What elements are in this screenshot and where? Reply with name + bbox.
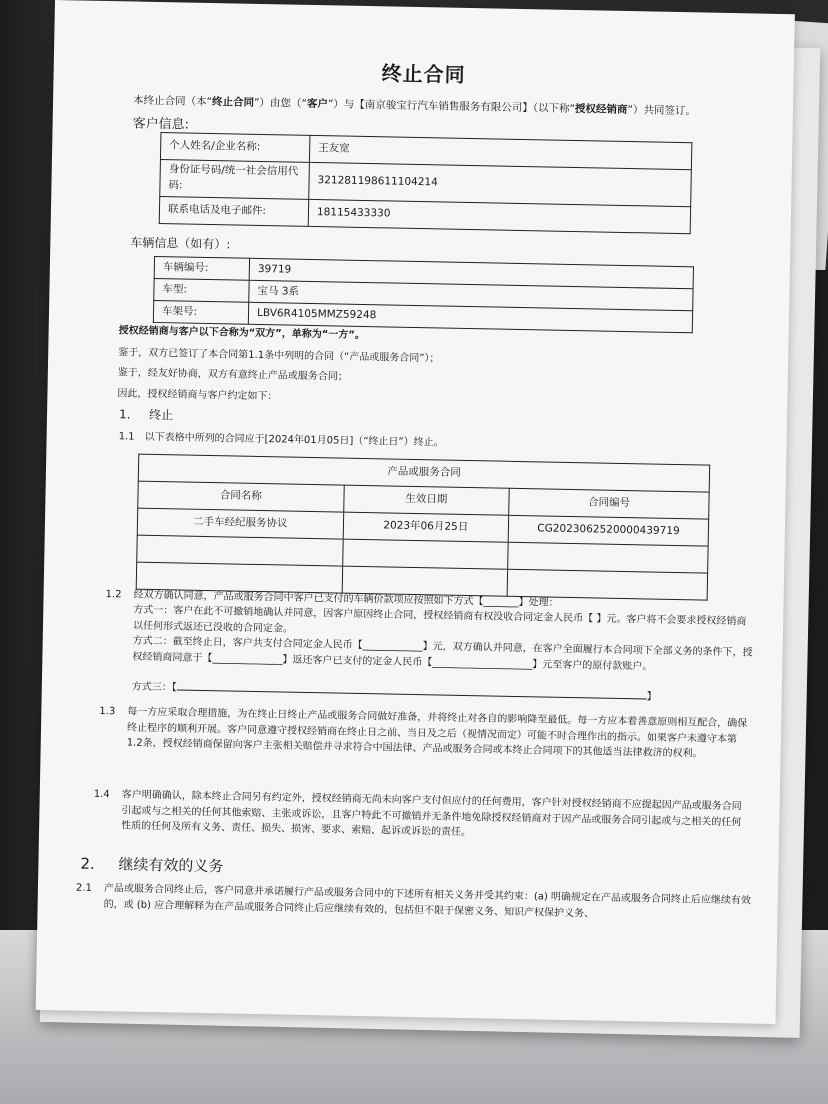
clause-1-1-text: 以下表格中所列的合同应于[2024年01月05日]（“终止日”）终止。: [144, 431, 444, 449]
intro-text: 本终止合同（本“: [132, 94, 213, 109]
column-header-effective-date: 生效日期: [343, 485, 509, 515]
empty-cell: [508, 542, 708, 573]
way-3-close-bracket: 】: [646, 691, 657, 703]
intro-term: 授权经销商: [574, 103, 628, 117]
clause-1-2-way-1: 方式一：客户在此不可撤销地确认并同意，因客户原因终止合同，授权经销商有权没收合同定金人民币【 】元。客户将不会要求授权经销商以任何形式返还已没收的合同定金。: [132, 604, 747, 635]
contract-name-cell: 二手车经纪服务协议: [137, 508, 343, 539]
section-2-title: 继续有效的义务: [118, 855, 224, 876]
intro-paragraph: [133, 94, 753, 122]
vehicle-model-label: 车型:: [154, 278, 249, 302]
whereas-clause-2: 鉴于，经友好协商，双方有意终止产品或服务合同；: [117, 367, 348, 383]
customer-contact-label: 联系电话及电子邮件:: [159, 196, 308, 226]
clause-1-3-text: 每一方应采取合理措施，为在终止日终止产品或服务合同做好准备，并将终止对各自的影响降至最低。每一方应本着善意原则相互配合，确保终止程序的顺利开展。客户同意遵守授权经销商在终止日之前、当日及之后（视情况而定）可能不时合理作出的指示。如果客户未遵守本第1.2条，授权经销商保留向客户主张相关赔偿并寻求符合中国法律、产品或服务合同或本终止合同项下的其他适当法律救济的权利。: [126, 706, 748, 760]
vehicle-vin-label: 车架号:: [153, 300, 248, 324]
clause-1-4-text: 客户明确确认，除本终止合同另有约定外，授权经销商无尚未向客户支付但应付的任何费用，客户针对授权经销商不应提起因产品或服务合同引起或与之相关的任何其他索赔、主张或诉讼，且客户特此不可撤销并无条件地免除授权经销商对于因产品或服务合同引起或与之相关的任何性质的任何及所有义务、责任、损失、损害、要求、索赔、起诉或诉讼的责任。: [121, 789, 742, 839]
document-title: 终止合同: [381, 61, 466, 87]
section-1-title: 终止: [148, 407, 174, 423]
vehicle-model-value: 宝马 3系: [249, 280, 693, 311]
empty-cell: [342, 539, 508, 569]
effective-date-cell: 2023年06月25日: [343, 512, 509, 542]
clause-1-2-way-3: [132, 680, 752, 707]
section-2-number: 2.: [80, 854, 95, 873]
contract-table: [136, 454, 711, 601]
intro-text: ”）由您（“: [253, 96, 308, 110]
clause-1-2-number: 1.2: [105, 589, 122, 601]
way-3-label: 方式三：【: [131, 681, 177, 694]
vehicle-number-value: 39719: [249, 258, 693, 289]
clause-1-4-number: 1.4: [93, 788, 110, 801]
therefore-clause: 因此，授权经销商与客户约定如下：: [117, 388, 278, 403]
clause-1-2-way-2: 方式二：截至终止日，客户共支付合同定金人民币【____________】元，双方确认并同意，在客户全面履行本合同项下全部义务的条件下，授权经销商同意于【______________】返还客户已支付的定金人民币【____________________】元至客户的原付款账户。: [132, 635, 753, 673]
clause-1-2-intro: 经双方确认同意，产品或服务合同中客户已支付的车辆价款项应按照如下方式【_______】处理：: [133, 589, 559, 609]
clause-1-3-number: 1.3: [99, 705, 116, 718]
contract-table-caption: 产品或服务合同: [138, 454, 709, 492]
intro-text: ”）共同签订。: [627, 104, 697, 118]
intro-term: 终止合同: [211, 96, 255, 109]
customer-id-value: 321281198611104214: [309, 162, 692, 206]
clause-2-1-number: 2.1: [75, 882, 92, 894]
vehicle-info-table: [153, 256, 694, 333]
customer-id-label: 身份证号码/统一社会信用代码:: [160, 160, 310, 199]
column-header-contract-number: 合同编号: [509, 488, 709, 519]
empty-cell: [137, 535, 343, 566]
column-header-contract-name: 合同名称: [138, 481, 344, 512]
way-3-blank-line: [177, 689, 647, 699]
vehicle-vin-value: LBV6R4105MMZ59248: [248, 302, 692, 333]
contract-page: [36, 0, 795, 1024]
section-1-number: 1.: [118, 407, 131, 422]
vehicle-number-label: 车辆编号:: [154, 256, 249, 280]
intro-text: ”）与【南京骏宝行汽车销售服务有限公司】（以下称“: [327, 98, 576, 116]
intro-term: 客户: [306, 97, 329, 111]
customer-info-heading: 客户信息:: [132, 116, 190, 133]
customer-contact-value: 18115433330: [308, 199, 690, 233]
whereas-clause-1: 鉴于，双方已签订了本合同第1.1条中列明的合同（“产品或服务合同”）；: [118, 347, 440, 365]
vehicle-info-heading: 车辆信息（如有）:: [130, 235, 231, 252]
customer-name-label: 个人姓名/企业名称:: [160, 133, 309, 163]
clause-2-1-text: 产品或服务合同终止后，客户同意并承诺履行产品或服务合同中的下述所有相关义务并受其约束：(a) 明确规定在产品或服务合同终止后应继续有效的，或 (b) 应合理解释为在产品或服务合同终止后应继续有效的，包括但不限于保密义务、知识产权保护义务、: [103, 883, 752, 920]
contract-number-cell: CG2023062520000439719: [508, 515, 708, 546]
clause-1-1-number: 1.1: [118, 431, 135, 443]
customer-info-table: [159, 132, 693, 234]
customer-name-value: 王友宽: [309, 135, 691, 169]
parties-definition: 授权经销商与客户以下合称为“双方”，单称为“一方”。: [118, 325, 366, 342]
